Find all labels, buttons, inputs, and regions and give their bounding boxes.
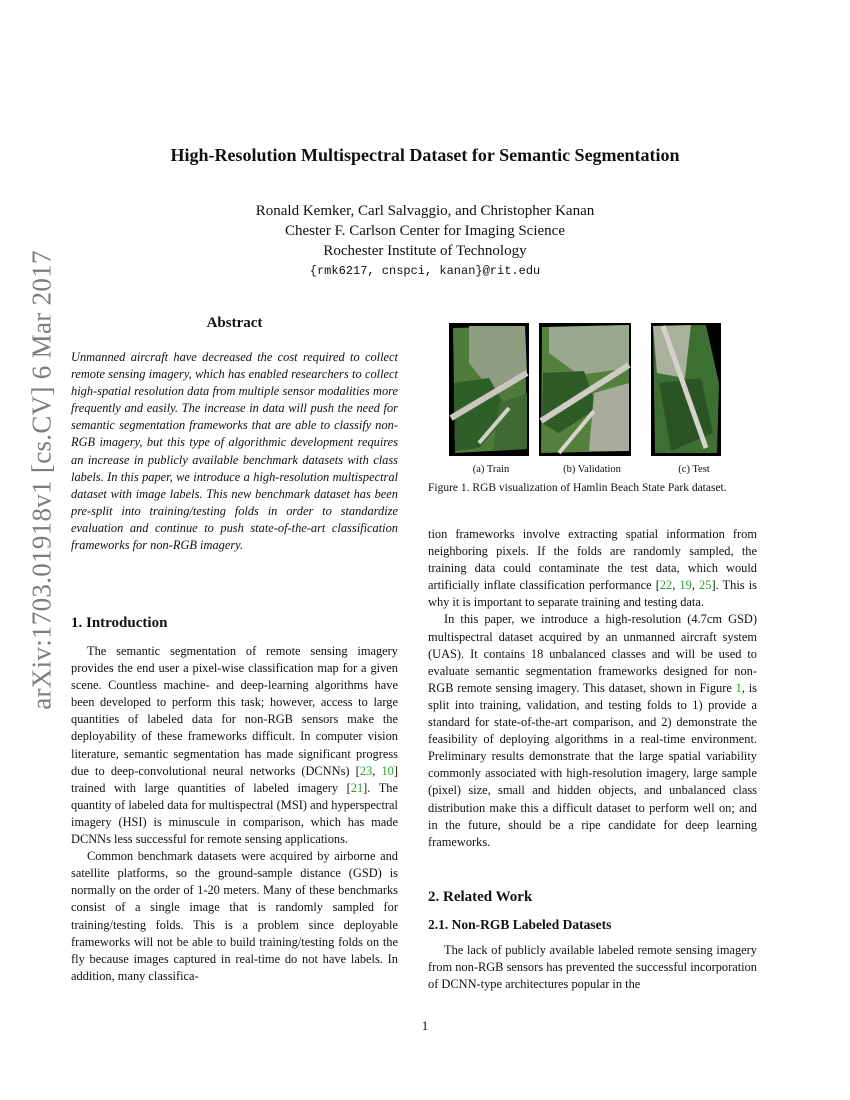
intro-column-right <box>428 526 757 851</box>
subfigure-label-test: (c) Test <box>678 464 710 475</box>
test-image <box>651 323 721 456</box>
related-paragraph-1: The lack of publicly available labeled remote sensing imagery from non-RGB sensors has prevented the successful incorporation of DCNN-type architectures popular in the <box>428 943 757 992</box>
intro-paragraph-2: Common benchmark datasets were acquired by airborne and satellite platforms, so the ground-sample distance (GSD) is normally on the order of 1-20 meters. Many of these benchmarks consist of a single image that is randomly sampled for training/testing folds. This is a problem since deployable frameworks will not be able to build training/testing folds on the fly because images captured in real-time do not have labels. In addition, many classifica- <box>71 849 398 983</box>
author-names: Ronald Kemker, Carl Salvaggio, and Christopher Kanan <box>255 203 595 219</box>
related-work-text <box>428 942 757 993</box>
abstract-paragraph: Unmanned aircraft have decreased the cost required to collect remote sensing imagery, which has enabled researchers to collect high-spatial resolution data from multiple sensor modalities more frequently and easily. The increase in data will push the need for semantic segmentation frameworks that are able to classify non-RGB imagery, but this type of algorithmic development requires an increase in publicly available benchmark datasets with class labels. In this paper, we introduce a high-resolution multispectral dataset with image labels. This new benchmark dataset has been pre-split into training/testing folds in order to standardize evaluation and continue to push state-of-the-art classification frameworks for non-RGB imagery. <box>71 350 398 553</box>
paper-title: High-Resolution Multispectral Dataset for Semantic Segmentation <box>170 145 680 165</box>
author-email: {rmk6217, cnspci, kanan}@rit.edu <box>309 264 541 278</box>
train-image <box>449 323 529 456</box>
figure-caption: Figure 1. RGB visualization of Hamlin Beach State Park dataset. <box>428 482 727 494</box>
arxiv-id: arXiv:1703.01918v1 [cs.CV] 6 Mar 2017 <box>26 250 57 710</box>
intro-heading: 1. Introduction <box>71 615 168 631</box>
affiliation-center: Chester F. Carlson Center for Imaging Science <box>285 223 565 239</box>
figure-1 <box>449 323 721 456</box>
related-work-heading: 2. Related Work <box>428 889 533 905</box>
citation-link[interactable]: 23 <box>359 763 373 778</box>
figure-link[interactable]: 1 <box>735 680 742 695</box>
validation-image <box>539 323 631 456</box>
subfigure-label-validation: (b) Validation <box>563 464 621 475</box>
validation-aerial-icon <box>539 323 631 456</box>
citation-link[interactable]: 21 <box>350 780 364 795</box>
test-aerial-icon <box>651 323 721 456</box>
author-block <box>0 201 850 281</box>
citation-link[interactable]: 22 <box>659 578 673 593</box>
intro-paragraph-3: In this paper, we introduce a high-resolution (4.7cm GSD) multispectral dataset acquired by an unmanned aircraft system (UAS). It contains 18 unbalanced classes and will be used to evaluate semantic segmentation frameworks designed for non-RGB remote sensing imagery. This dataset, shown in Figure 1, is split into training, validation, and testing folds to 1) provide a standard for state-of-the-art comparison, and 2) demonstrate the feasibility of deploying algorithms in a real-time environment. Preliminary results demonstrate that the large spatial variability commonly associated with high-resolution imagery, large sample (pixel) size, small and hidden objects, and unbalanced class distribution make this a difficult dataset to perform well on; and in the future, should be a ripe candidate for deep learning frameworks. <box>428 612 757 849</box>
citation-link[interactable]: 25 <box>699 578 712 593</box>
page-number: 1 <box>421 1018 429 1033</box>
abstract-heading: Abstract <box>206 315 263 331</box>
citation-link[interactable]: 19 <box>679 578 692 593</box>
citation-link[interactable]: 10 <box>381 763 394 778</box>
affiliation-institute: Rochester Institute of Technology <box>323 243 527 259</box>
intro-paragraph-2-cont: tion frameworks involve extracting spatial information from neighboring pixels. If the folds are randomly sampled, the training data could contaminate the test data, which would artificially inflate classification performance [22, 19, 25]. This is why it is important to separate training and testing data. <box>428 527 757 610</box>
train-aerial-icon <box>449 323 529 456</box>
abstract-text <box>71 349 398 554</box>
non-rgb-datasets-heading: 2.1. Non-RGB Labeled Datasets <box>428 917 612 932</box>
intro-paragraph-1: The semantic segmentation of remote sensing imagery provides the end user a pixel-wise classification map for a given scene. Countless machine- and deep-learning algorithms have been developed to perform this task; however, access to large quantities of labeled data for non-RGB sensors make the deployability of these frameworks difficult. In computer vision literature, semantic segmentation has made significant progress due to deep-convolutional neural networks (DCNNs) [23, 10] trained with large quantities of labeled imagery [21]. The quantity of labeled data for multispectral (MSI) and hyperspectral imagery (HSI) is minuscule in comparison, which has made DCNNs less successful for remote sensing applications. <box>71 644 398 847</box>
intro-column-left <box>71 643 398 985</box>
arxiv-stamp <box>22 250 62 710</box>
subfigure-label-train: (a) Train <box>472 464 510 475</box>
